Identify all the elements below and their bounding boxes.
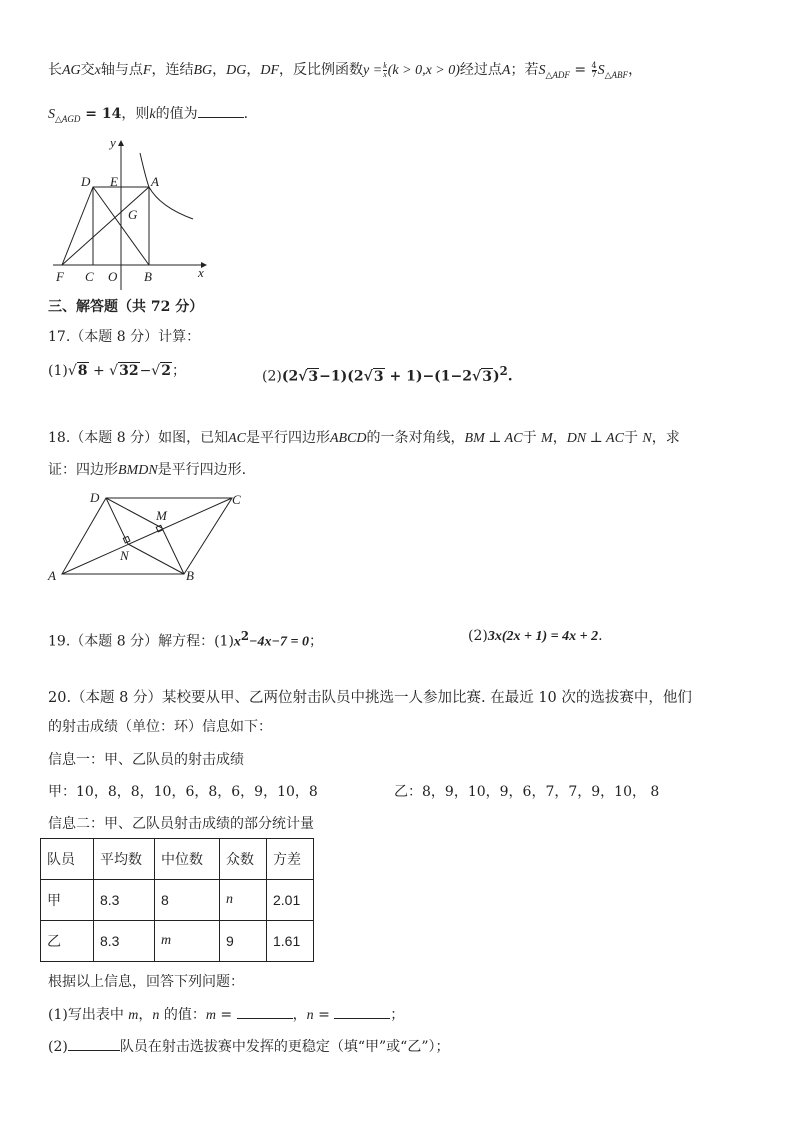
p19-line: 19.（本题 8 分）解方程：$(1)x^2-4x-7 = 0$； [48,629,323,650]
segment-DM [106,498,162,528]
label-D: D [81,174,91,189]
fraction-4-7: $\frac{4}{7}$ [591,60,597,79]
p19-part2: (2)3x(2x + 1) = 4x + 2. [468,628,603,644]
label-A: A [48,568,56,583]
p20-info-2: 信息二：甲、乙队员射击成绩的部分统计量 [48,816,314,832]
p20-jia-scores: 甲：10，8，8，10，6，8，6，9，10，8 [48,784,318,800]
table-cell: 乙 [41,921,94,962]
label-C: C [232,492,241,507]
figure-parallelogram [44,486,254,584]
fraction-k-over-x: $\frac{k}{x}$ [383,60,387,79]
table-cell: 9 [220,921,267,962]
p17-part1: (1)√8 + √32−√2； [48,363,186,379]
table-cell: 甲 [41,880,94,921]
label-N: N [120,548,129,563]
label-M: M [156,508,167,523]
label-y: y [110,135,116,150]
label-F: F [56,269,64,284]
table-cell: 8.3 [94,880,155,921]
p20-prompt: 根据以上信息，回答下列问题： [48,974,244,990]
table-header-cell: 队员 [41,839,94,880]
p18-line-2: 证：四边形BMDN是平行四边形. [48,462,247,478]
p16-line-2: $S_{\triangle AGD} = 14$，则k的值为 . [48,103,248,129]
p20-line-2: 的射击成绩（单位：环）信息如下： [48,719,272,735]
label-B: B [186,568,194,583]
p20-yi-scores: 乙：8，9，10，9，6，7，7，9，10， 8 [394,784,660,800]
table-row [41,880,314,921]
table-cell: m [155,921,220,962]
table-cell: 1.61 [267,921,314,962]
p20-line-1: 20.（本题 8 分）某校要从甲、乙两位射击队员中挑选一人参加比赛. 在最近 10 次的选拔赛中，他们 [48,690,692,706]
table-header-row [41,839,314,880]
label-A: A [151,174,159,189]
table-header-cell: 中位数 [155,839,220,880]
segment-FD [62,187,93,265]
p20-info-1: 信息一：甲、乙队员的射击成绩 [48,752,244,768]
label-O: O [108,269,118,284]
table-header-cell: 方差 [267,839,314,880]
label-E: E [110,174,118,189]
table-cell: n [220,880,267,921]
p20-question-2: (2) 队员在射击选拔赛中发挥的更稳定（填“甲”或“乙”）； [48,1036,449,1057]
answer-blank-n [334,1004,390,1019]
p17-part2: $(2)(2√3-1)(2√3 + 1)-(1-2√3)^2$. [262,364,513,385]
table-row [41,921,314,962]
table-cell: 8.3 [94,921,155,962]
segment-BM [162,528,184,574]
answer-blank-team [68,1036,120,1051]
p18-line-1: 18.（本题 8 分）如图，已知AC是平行四边形ABCD的一条对角线，BM ⊥ AC于 M，DN ⊥ AC于 N，求 [48,430,680,446]
label-C: C [85,269,94,284]
label-B: B [144,269,152,284]
segment-DN [106,498,128,544]
p20-question-1: (1)写出表中 m，n 的值：m = ，n = ； [48,1004,404,1026]
label-D: D [90,490,100,505]
table-cell: 2.01 [267,880,314,921]
answer-blank [198,103,244,118]
label-x: x [198,265,204,280]
table-header-cell: 平均数 [94,839,155,880]
p17-heading: 17.（本题 8 分）计算： [48,329,201,345]
right-angle-M [156,525,163,532]
p16-line-1: 长AG交x轴与点F，连结BG，DG，DF，反比例函数y = $\frac{k}{x}$ (k > 0,x > 0)经过点A；若$S_{\triangle ADF}$ = $\frac{4}{7}$ $S_{\triangle ABF}$， [48,60,643,80]
segment-NB [128,544,184,574]
hyperbola-curve [140,153,193,219]
section-heading: 三、解答题（共 72 分） [48,299,204,315]
answer-blank-m [237,1004,293,1019]
figure-hyperbola-rectangle [48,135,218,295]
diagonal-AC [62,498,232,574]
table-header-cell: 众数 [220,839,267,880]
segment-FA [62,187,149,265]
label-G: G [128,207,138,222]
stats-table [40,838,314,962]
table-cell: 8 [155,880,220,921]
